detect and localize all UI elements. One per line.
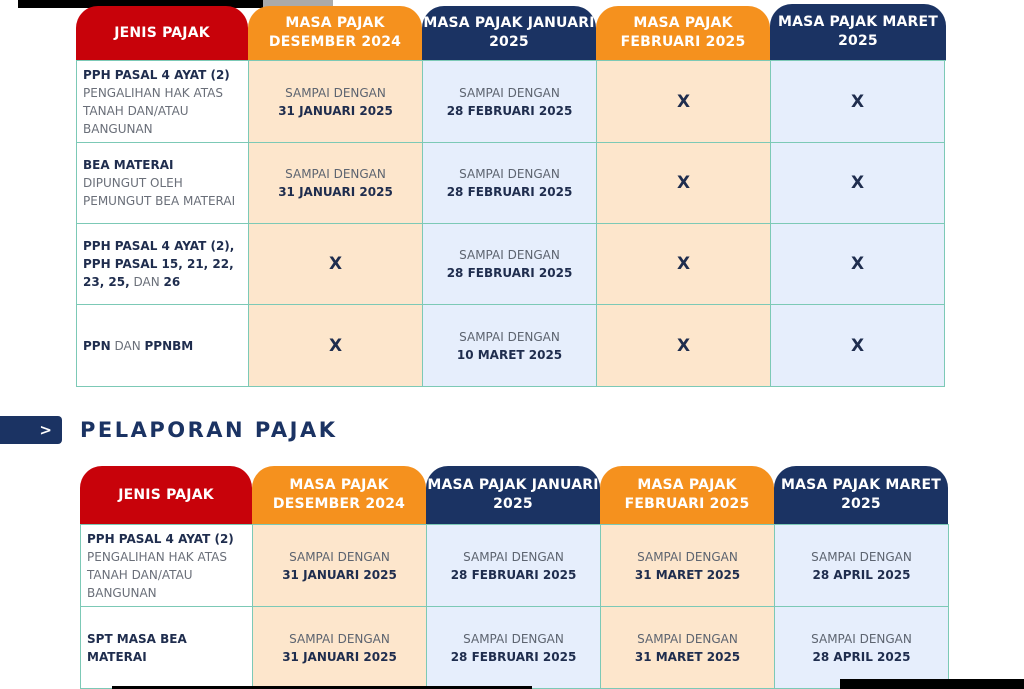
deadline-date: 28 APRIL 2025 [812, 567, 911, 582]
tax-name [83, 237, 242, 291]
tax-name: BEA MATERAI [83, 158, 174, 172]
deadline-date: 28 FEBRUARI 2025 [450, 649, 577, 664]
deadline-prefix: SAMPAI DENGAN [459, 248, 560, 262]
deadline-cell [249, 143, 423, 224]
chevron-right-icon: > [0, 416, 62, 444]
deadline-prefix: SAMPAI DENGAN [459, 167, 560, 181]
tax-name-connector: DAN [110, 338, 145, 353]
header-desember-2024: MASA PAJAK DESEMBER 2024 [248, 6, 422, 60]
deadline-prefix: SAMPAI DENGAN [637, 549, 738, 564]
tax-name [83, 337, 193, 355]
tax-desc: PENGALIHAN HAK ATAS TANAH DAN/ATAU BANGUNAN [87, 549, 227, 600]
header-februari-2025: MASA PAJAK FEBRUARI 2025 [600, 466, 774, 524]
header-januari-2025: MASA PAJAK JANUARI 2025 [422, 6, 596, 60]
not-applicable-cell [597, 305, 771, 387]
table-row-name [81, 525, 253, 607]
deadline-date: 31 JANUARI 2025 [282, 567, 397, 582]
deadline-prefix: SAMPAI DENGAN [463, 549, 564, 564]
header-maret-2025: MASA PAJAK MARET 2025 [774, 466, 948, 524]
deadline-prefix: SAMPAI DENGAN [637, 631, 738, 646]
tax-name: PPH PASAL 4 AYAT (2) [83, 67, 230, 82]
not-applicable-cell [771, 61, 945, 143]
deadline-date: 31 JANUARI 2025 [278, 103, 393, 118]
deadline-cell [253, 525, 427, 607]
deadline-cell [601, 607, 775, 689]
deadline-date: 31 MARET 2025 [634, 649, 741, 664]
header-januari-2025: MASA PAJAK JANUARI 2025 [426, 466, 600, 524]
deadline-cell [253, 607, 427, 689]
not-applicable-cell [597, 224, 771, 305]
deadline-prefix: SAMPAI DENGAN [463, 631, 564, 646]
deadline-prefix: SAMPAI DENGAN [289, 631, 390, 646]
tax-name-bold: PPN [83, 338, 111, 353]
table-body [80, 524, 949, 689]
not-applicable-cell [597, 61, 771, 143]
table-body [76, 60, 946, 387]
x-mark-icon: X [850, 335, 865, 356]
deadline-cell [249, 61, 423, 143]
tax-name-bold: PPNBM [144, 338, 194, 353]
header-jenis-pajak: JENIS PAJAK [76, 6, 248, 60]
deadline-cell [775, 525, 949, 607]
deadline-cell [601, 525, 775, 607]
deadline-prefix: SAMPAI DENGAN [285, 167, 386, 181]
deadline-cell [427, 607, 601, 689]
deadline-date: 31 JANUARI 2025 [282, 649, 397, 664]
x-mark-icon: X [850, 91, 865, 112]
deadline-cell [423, 224, 597, 305]
deadline-date: 10 MARET 2025 [456, 347, 563, 362]
not-applicable-cell [771, 143, 945, 224]
not-applicable-cell [771, 224, 945, 305]
table-row-name [77, 61, 249, 143]
x-mark-icon: X [676, 335, 691, 356]
pelaporan-table [80, 466, 949, 689]
x-mark-icon: X [850, 254, 865, 274]
deadline-cell [423, 61, 597, 143]
not-applicable-cell [249, 305, 423, 387]
deadline-prefix: SAMPAI DENGAN [811, 631, 912, 646]
x-mark-icon: X [328, 254, 343, 274]
tax-desc: PENGALIHAN HAK ATAS TANAH DAN/ATAU BANGUNAN [83, 85, 223, 136]
deadline-date: 28 FEBRUARI 2025 [446, 266, 573, 280]
table-row-name [77, 224, 249, 305]
tax-desc: DIPUNGUT OLEH PEMUNGUT BEA MATERAI [83, 176, 236, 208]
deadline-prefix: SAMPAI DENGAN [459, 85, 560, 100]
x-mark-icon: X [676, 254, 691, 274]
deadline-date: 28 FEBRUARI 2025 [450, 567, 577, 582]
table-header [80, 466, 949, 524]
x-mark-icon: X [676, 91, 691, 112]
deadline-date: 28 FEBRUARI 2025 [446, 103, 573, 118]
deadline-date: 31 JANUARI 2025 [278, 185, 393, 199]
deadline-date: 28 APRIL 2025 [812, 649, 911, 664]
deadline-prefix: SAMPAI DENGAN [459, 329, 560, 344]
deadline-cell [423, 143, 597, 224]
table-row-name [77, 305, 249, 387]
tax-name-bold: 26 [163, 275, 181, 289]
deadline-prefix: SAMPAI DENGAN [289, 549, 390, 564]
header-maret-2025: MASA PAJAK MARET 2025 [770, 4, 946, 60]
pembayaran-table [76, 4, 946, 387]
section-title: PELAPORAN PAJAK [80, 418, 338, 442]
table-row-name [81, 607, 253, 689]
section-heading [0, 416, 337, 444]
deadline-date: 31 MARET 2025 [634, 567, 741, 582]
deadline-cell [427, 525, 601, 607]
x-mark-icon: X [676, 173, 691, 193]
table-header [76, 4, 946, 60]
header-februari-2025: MASA PAJAK FEBRUARI 2025 [596, 6, 770, 60]
deadline-prefix: SAMPAI DENGAN [285, 85, 386, 100]
tax-name: SPT MASA BEA MATERAI [87, 631, 187, 664]
x-mark-icon: X [850, 173, 865, 193]
deadline-date: 28 FEBRUARI 2025 [446, 185, 573, 199]
deadline-cell [423, 305, 597, 387]
deadline-prefix: SAMPAI DENGAN [811, 549, 912, 564]
not-applicable-cell [249, 224, 423, 305]
header-desember-2024: MASA PAJAK DESEMBER 2024 [252, 466, 426, 524]
x-mark-icon: X [328, 335, 343, 356]
table-row-name [77, 143, 249, 224]
not-applicable-cell [597, 143, 771, 224]
header-jenis-pajak: JENIS PAJAK [80, 466, 252, 524]
tax-name-connector: DAN [129, 275, 164, 289]
not-applicable-cell [771, 305, 945, 387]
tax-name: PPH PASAL 4 AYAT (2) [87, 531, 234, 546]
tax-name-bold: PPH PASAL 4 AYAT (2), PPH PASAL 15, 21, 22, 23, 25, [83, 239, 235, 289]
bottom-bar [840, 679, 1024, 689]
deadline-cell [775, 607, 949, 689]
